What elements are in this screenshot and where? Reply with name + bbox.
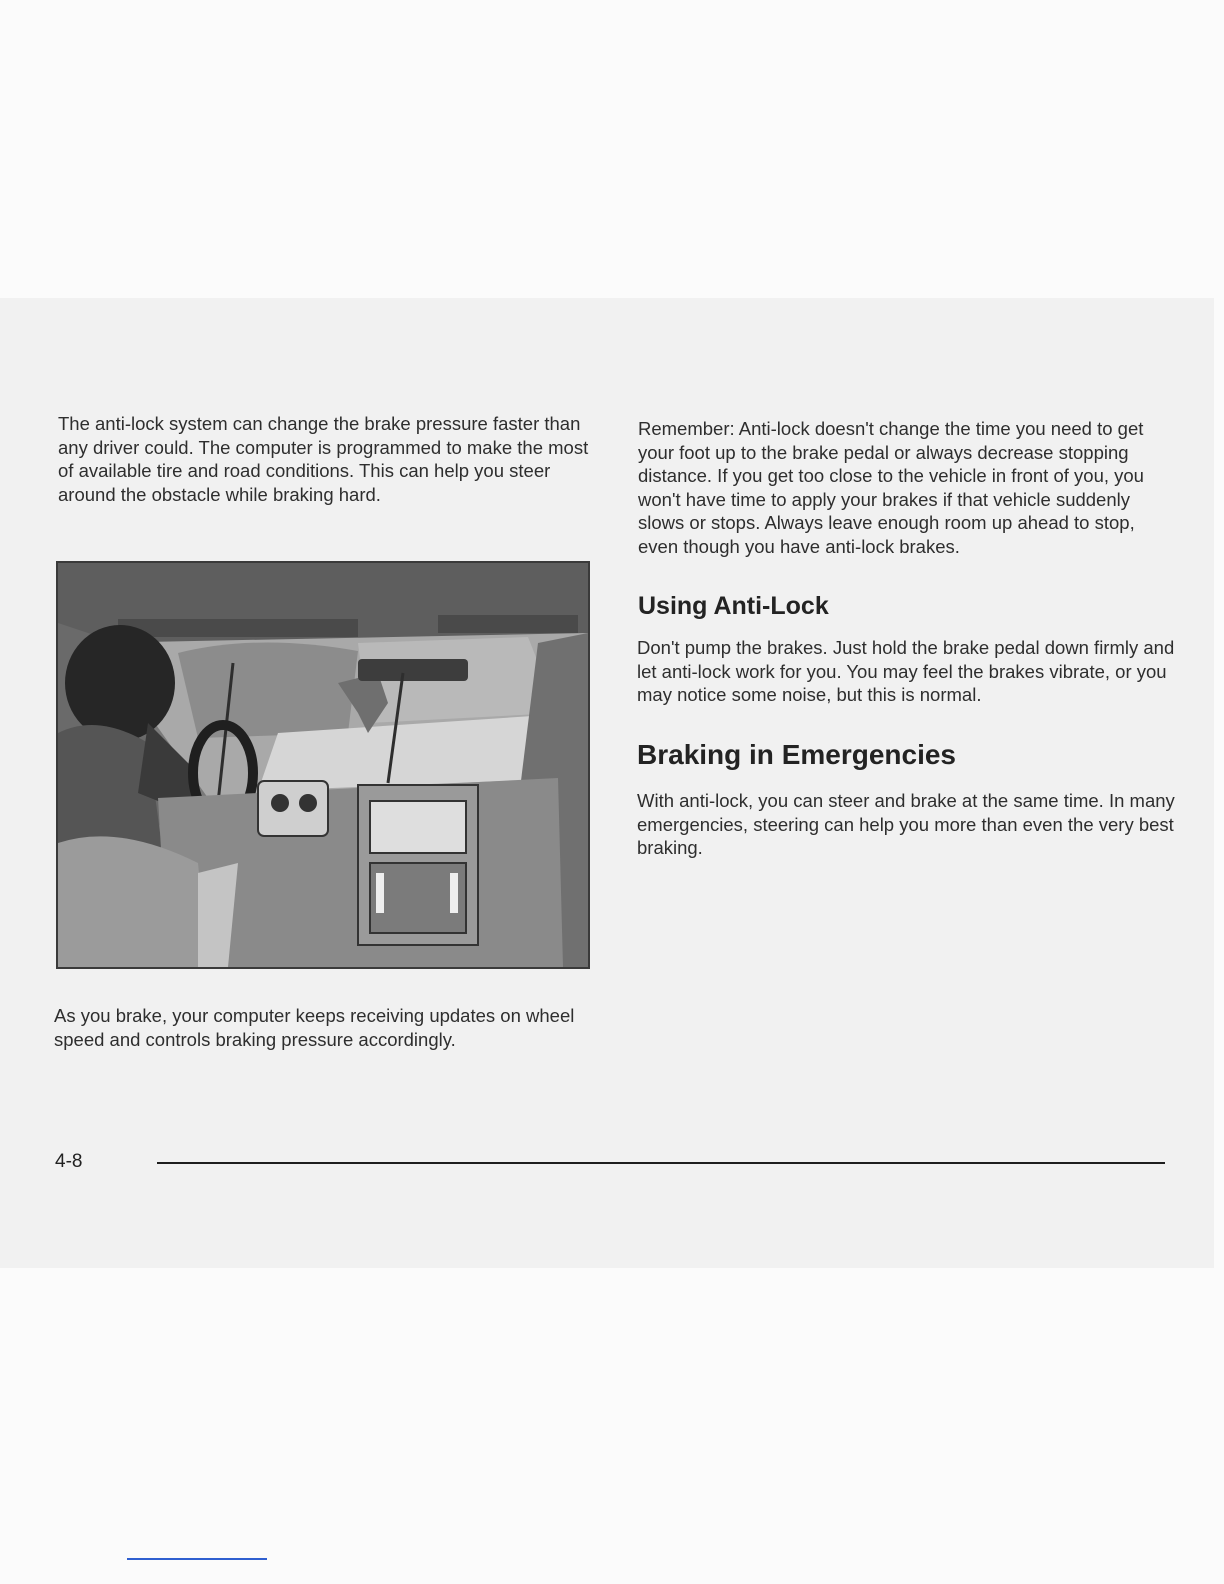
intro-paragraph: The anti-lock system can change the brake pressure faster than any driver could. The computer is programmed to make the most of available tire and road conditions. This can help you steer around the obstacle while braking hard. [58,413,589,505]
updates-paragraph: As you brake, your computer keeps receiving updates on wheel speed and controls braking pressure accordingly. [54,1005,575,1050]
braking-in-emergencies-paragraph: With anti-lock, you can steer and brake at the same time. In many emergencies, steering can help you more than even the very best braking. [637,790,1175,858]
driver-braking-illustration [56,561,590,969]
footer-rule [157,1162,1165,1164]
page-number: 4-8 [55,1151,83,1172]
using-anti-lock-paragraph: Don't pump the brakes. Just hold the brake pedal down firmly and let anti-lock work for you. You may feel the brakes vibrate, or you may notice some noise, but this is normal. [637,637,1175,705]
remember-paragraph: Remember: Anti-lock doesn't change the time you need to get your foot up to the brake pedal or always decrease stopping distance. If you get too close to the vehicle in front of you, you won't have time to apply your brakes if that vehicle suddenly slows or stops. Always leave enough room up ahead to stop, even though you have anti-lock brakes. [638,418,1144,557]
using-anti-lock-heading: Using Anti-Lock [638,592,829,620]
braking-in-emergencies-heading: Braking in Emergencies [637,739,957,770]
link-underline [127,1558,267,1560]
